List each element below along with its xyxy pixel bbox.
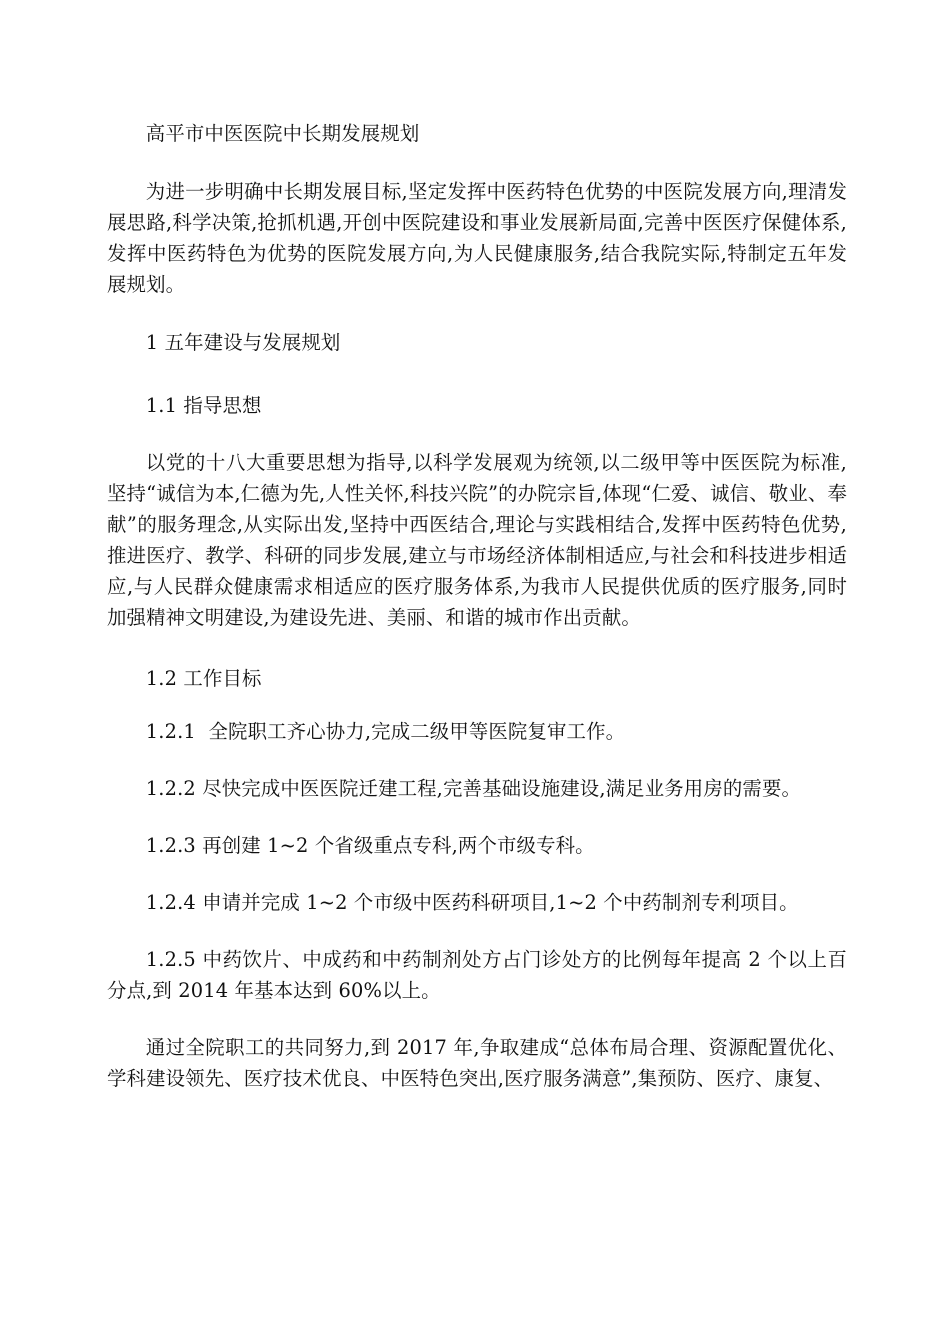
- section-1-1-heading: 1.1 指导思想: [145, 394, 262, 417]
- goal-item: 1.2.5 中药饮片、中成药和中药制剂处方占门诊处方的比例每年提高 2 个以上百分点,到 2014 年基本达到 60%以上。: [107, 948, 847, 1002]
- goal-item: 1.2.2 尽快完成中医医院迁建工程,完善基础设施建设,满足业务用房的需要。: [145, 777, 802, 800]
- section-1-2-heading: 1.2 工作目标: [145, 667, 262, 690]
- section-1-heading: 1 五年建设与发展规划: [145, 331, 341, 354]
- document-title: 高平市中医医院中长期发展规划: [145, 122, 420, 145]
- goal-item: 1.2.1 全院职工齐心协力,完成二级甲等医院复审工作。: [145, 720, 626, 743]
- closing-paragraph: 通过全院职工的共同努力,到 2017 年,争取建成“总体布局合理、资源配置优化、学科建设领先、医疗技术优良、中医特色突出,医疗服务满意”,集预防、医疗、康复、: [107, 1036, 847, 1090]
- goal-item: 1.2.4 申请并完成 1~2 个市级中医药科研项目,1~2 个中药制剂专利项目。: [145, 891, 799, 914]
- intro-paragraph: 为进一步明确中长期发展目标,坚定发挥中医药特色优势的中医院发展方向,理清发展思路,科学决策,抢抓机遇,开创中医院建设和事业发展新局面,完善中医医疗保健体系,发挥中医药特色为优势的医院发展方向,为人民健康服务,结合我院实际,特制定五年发展规划。: [107, 180, 847, 296]
- guiding-ideology-paragraph: 以党的十八大重要思想为指导,以科学发展观为统领,以二级甲等中医医院为标准,坚持“诚信为本,仁德为先,人性关怀,科技兴院”的办院宗旨,体现“仁爱、诚信、敬业、奉献”的服务理念,从实际出发,坚持中西医结合,理论与实践相结合,发挥中医药特色优势,推进医疗、教学、科研的同步发展,建立与市场经济体制相适应,与社会和科技进步相适应,与人民群众健康需求相适应的医疗服务体系,为我市人民提供优质的医疗服务,同时加强精神文明建设,为建设先进、美丽、和谐的城市作出贡献。: [107, 451, 847, 629]
- goal-item: 1.2.3 再创建 1~2 个省级重点专科,两个市级专科。: [145, 834, 595, 857]
- document-page: [107, 118, 847, 1094]
